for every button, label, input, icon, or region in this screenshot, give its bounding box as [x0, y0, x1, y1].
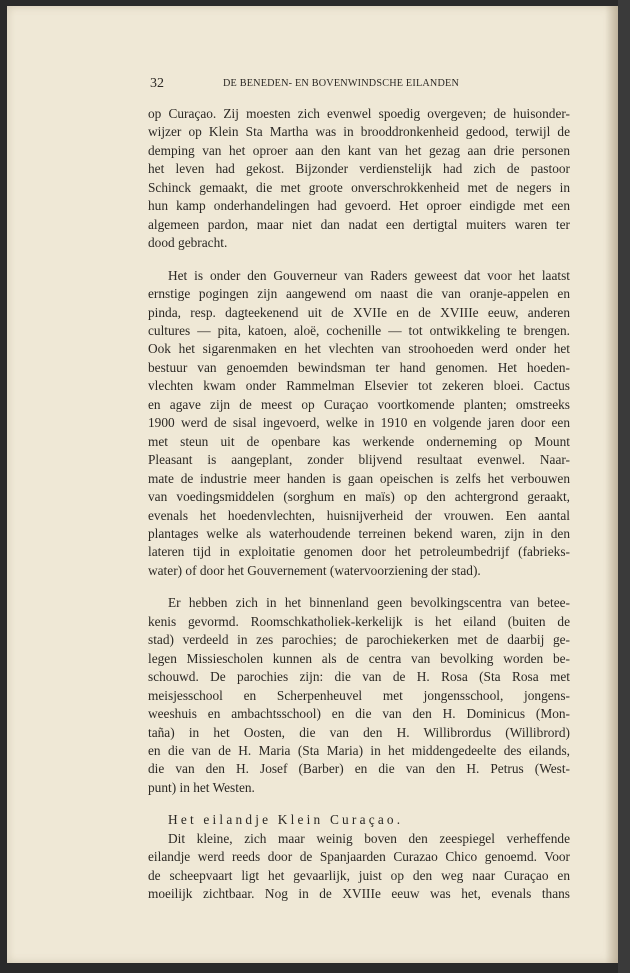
text-line: op Curaçao. Zij moesten zich evenwel spoedig overgeven; de huisonder- [148, 106, 570, 121]
text-line: moeilijk zichtbaar. Nog in de XVIIIe eeuw was het, evenals thans [148, 886, 570, 902]
text-line: van voedingsmiddelen (sorghum en maïs) op den achtergrond geraakt, [148, 489, 570, 505]
text-line: ernstige pogingen zijn aangewend om naast die van oranje-appelen en [148, 286, 570, 302]
text-line: cultures — pita, katoen, aloë, cochenille — tot ontwikkeling te brengen. [148, 322, 570, 338]
running-head: DE BENEDEN- EN BOVENWINDSCHE EILANDEN [223, 78, 460, 89]
text-line: mate de industrie meer handen is gaan opeischen is zelfs het verbouwen [148, 470, 570, 486]
text-line: en die van de H. Maria (Sta Maria) in het middengedeelte des eilands, [148, 742, 570, 758]
text-line: 1900 werd de sisal ingevoerd, welke in 1910 en volgende jaren door een [148, 415, 570, 431]
text-line: met steun uit de openbare kas werkende onderneming op Mount [148, 433, 570, 449]
page-gutter-shadow [605, 6, 618, 963]
text-line: plantages welke als waterhoudende terreinen bekend waren, zijn in den [148, 525, 570, 541]
text-line: water) of door het Gouvernement (watervoorziening der stad). [148, 562, 481, 578]
section-heading: Het eilandje Klein Curaçao. [168, 812, 404, 828]
text-line: eilandje werd reeds door de Spanjaarden Curazao Chico genoemd. Voor [148, 849, 570, 865]
text-line: demping van het oproer aan den kant van het gezag aan drie personen [148, 142, 570, 158]
text-line: en agave zijn de meest op Curaçao voortkomende planten; omstreeks [148, 396, 570, 412]
text-line: taña) in het Oosten, die van den H. Willibrordus (Willibrord) [148, 724, 570, 740]
text-line: schouwd. De parochies zijn: die van de H. Rosa (Sta Rosa met [148, 669, 570, 685]
paragraph [148, 105, 570, 253]
text-line: hun kamp onderhandelingen had gevoerd. Het oproer eindigde met een [148, 198, 570, 214]
text-line: evenals het hoedenvlechten, huisnijverheid der vrouwen. Een aantal [148, 507, 570, 523]
text-line: meisjesschool en Scherpenheuvel met jongensschool, jongens- [148, 687, 570, 703]
scan-right-edge [618, 0, 630, 973]
text-line: Ook het sigarenmaken en het vlechten van stroohoeden werd onder het [148, 341, 570, 357]
paragraph-spacer [148, 580, 570, 594]
text-line: weeshuis en ambachtsschool) en die van den H. Dominicus (Mon- [148, 706, 570, 722]
paragraph [148, 267, 570, 581]
text-line: Het is onder den Gouverneur van Raders geweest dat voor het laatst [168, 267, 570, 283]
text-line: die van den H. Josef (Barber) en die van den H. Petrus (West- [148, 761, 570, 777]
text-line: kenis gevormd. Roomschkatholiek-kerkelijk is het eiland (buiten de [148, 613, 570, 629]
paragraph [148, 811, 570, 903]
text-line: het leven had gekost. Bijzonder verdienstelijk had zich de pastoor [148, 161, 570, 177]
page-number: 32 [150, 76, 164, 91]
section-spacer [148, 797, 570, 811]
text-line: de scheepvaart ligt het gevaarlijk, juist op den weg naar Curaçao en [148, 867, 570, 883]
text-line: punt) in het Westen. [148, 779, 255, 795]
paragraph-spacer [148, 253, 570, 267]
text-line: vlechten kwam onder Rammelman Elsevier tot zekeren bloei. Cactus [148, 378, 570, 394]
text-line: Dit kleine, zich maar weinig boven den zeespiegel verheffende [168, 830, 570, 846]
text-line: legen Missiescholen kunnen als de centra van bevolking worden be- [148, 650, 570, 666]
text-line: Pleasant is aangeplant, zonder blijvend resultaat evenwel. Naar- [148, 452, 570, 468]
text-line: Er hebben zich in het binnenland geen bevolkingscentra van betee- [168, 595, 570, 611]
text-line: lateren tijd in exploitatie genomen door het petroleumbedrijf (fabrieks- [148, 544, 570, 560]
text-line: pinda, resp. dagteekenend uit de XVIIe en de XVIIIe eeuw, anderen [148, 304, 570, 320]
text-line: wijzer op Klein Sta Martha was in brooddronkenheid gedood, terwijl de [148, 124, 570, 140]
text-line: bestuur van genoemden bewindsman ter hand genomen. Het hoeden- [148, 359, 570, 375]
body-text [148, 105, 570, 904]
text-line: dood gebracht. [148, 235, 228, 251]
text-line: Schinck gemaakt, die met groote onverschrokkenheid met de negers in [148, 179, 570, 195]
text-line: stad) verdeeld in zes parochies; de parochiekerken met de daarbij ge- [148, 632, 570, 648]
paragraph [148, 594, 570, 797]
text-line: algemeen pardon, maar niet dan nadat een dertigtal muiters waren ter [148, 216, 570, 232]
